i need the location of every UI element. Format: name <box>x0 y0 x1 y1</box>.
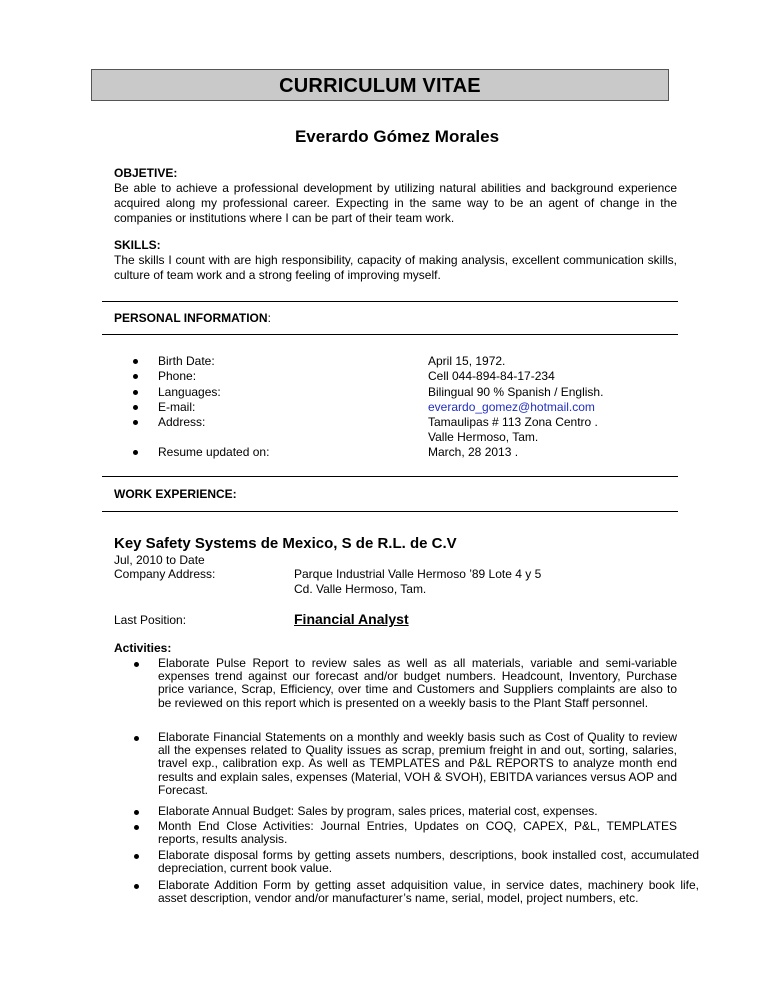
personal-info-colon: : <box>267 311 271 325</box>
bullet-icon <box>133 450 138 455</box>
bullet-icon <box>133 359 138 364</box>
address-line-2: Valle Hermoso, Tam. <box>428 430 539 444</box>
bullet-icon <box>133 374 138 379</box>
bullet-icon <box>134 810 139 815</box>
last-position-label: Last Position: <box>114 613 187 627</box>
bullet-icon <box>134 884 139 889</box>
company-address-label: Company Address: <box>114 567 216 581</box>
activity-item: Elaborate Financial Statements on a monthly and weekly basis such as Cost of Quality to review all the expenses related to Quality issues as scrap, premium freight in and out, sorting, salaries, travel exp., calibration exp. As well as TEMPLATES and P&L REPORTS to analyze month end results and explain sales, expenses (Material, VOH & SVOH), EBITDA variances versus AOP and Forecast. <box>158 730 677 797</box>
phone-value: Cell 044-894-84-17-234 <box>428 369 555 383</box>
bullet-icon <box>134 662 139 667</box>
bullet-icon <box>134 825 139 830</box>
skills-text: The skills I count with are high responsibility, capacity of making analysis, excellent communication skills, culture of team work and a strong feeling of improving myself. <box>114 253 677 282</box>
objective-text: Be able to achieve a professional development by utilizing natural abilities and background experience acquired along my professional career. Expecting in the same way to be an agent of change in the companies or institutions where I can be part of their team work. <box>114 181 677 225</box>
activities-label: Activities: <box>114 641 172 655</box>
bullet-icon <box>134 736 139 741</box>
languages-label: Languages: <box>158 385 221 399</box>
company-name: Key Safety Systems de Mexico, S de R.L. de C.V <box>114 535 457 552</box>
divider <box>102 511 678 512</box>
objective-label: OBJETIVE: <box>114 166 178 180</box>
company-address-line-1: Parque Industrial Valle Hermoso ’89 Lote 4 y 5 <box>294 567 542 581</box>
phone-label: Phone: <box>158 369 197 383</box>
activity-item: Elaborate Addition Form by getting asset adquisition value, in service dates, machinery book life, asset description, vendor and/or manufacturer’s name, serial, model, project numbers, etc. <box>158 878 699 906</box>
activity-item: Elaborate Annual Budget: Sales by program, sales prices, material cost, expenses. <box>158 804 598 818</box>
company-address-line-2: Cd. Valle Hermoso, Tam. <box>294 582 427 596</box>
resume-updated-value: March, 28 2013 . <box>428 445 519 459</box>
email-label: E-mail: <box>158 400 196 414</box>
employment-dates: Jul, 2010 to Date <box>114 553 205 567</box>
skills-label: SKILLS: <box>114 238 161 252</box>
title-box <box>91 69 669 101</box>
activity-item: Month End Close Activities: Journal Entries, Updates on COQ, CAPEX, P&L, TEMPLATES reports, results analysis. <box>158 819 677 847</box>
divider <box>102 334 678 335</box>
address-label: Address: <box>158 415 206 429</box>
bullet-icon <box>133 420 138 425</box>
work-experience-heading: WORK EXPERIENCE: <box>114 487 237 501</box>
address-line-1: Tamaulipas # 113 Zona Centro . <box>428 415 598 429</box>
candidate-name: Everardo Gómez Morales <box>294 127 500 146</box>
bullet-icon <box>134 854 139 859</box>
activity-item: Elaborate Pulse Report to review sales as well as all materials, variable and semi-variable expenses trend against our forecast and/or budget numbers. Headcount, Inventory, Purchase price variance, Scrap, Efficiency, over time and Customers and Suppliers complaints are also to be reviewed on this report which is presented on a weekly basis to the Plant Staff personnel. <box>158 656 677 710</box>
languages-value: Bilingual 90 % Spanish / English. <box>428 385 604 399</box>
resume-updated-label: Resume updated on: <box>158 445 270 459</box>
activity-item: Elaborate disposal forms by getting assets numbers, descriptions, book installed cost, accumulated depreciation, current book value. <box>158 848 699 876</box>
email-link[interactable]: everardo_gomez@hotmail.com <box>428 400 595 414</box>
last-position-value: Financial Analyst <box>294 611 409 627</box>
birth-date-label: Birth Date: <box>158 354 215 368</box>
bullet-icon <box>133 405 138 410</box>
personal-info-heading <box>114 311 271 325</box>
divider <box>102 301 678 302</box>
bullet-icon <box>133 390 138 395</box>
personal-info-label: PERSONAL INFORMATION <box>114 311 268 325</box>
birth-date-value: April 15, 1972. <box>428 354 506 368</box>
document-title: CURRICULUM VITAE <box>279 75 481 97</box>
divider <box>102 476 678 477</box>
